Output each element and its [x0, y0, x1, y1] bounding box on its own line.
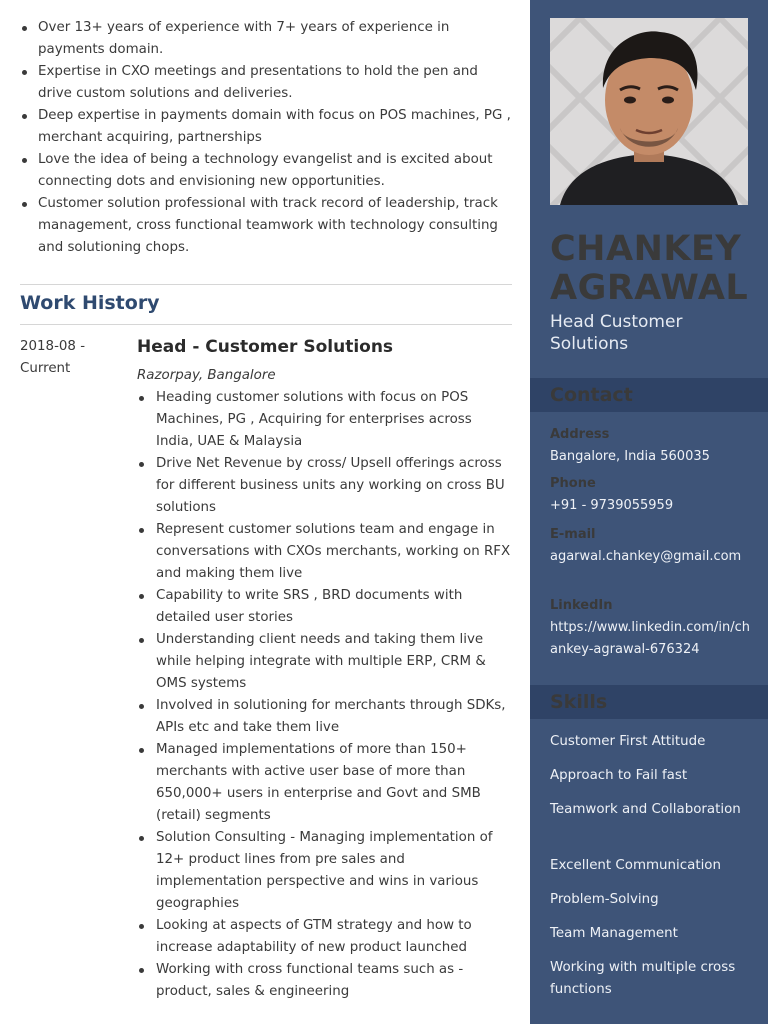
portrait-image: [550, 18, 748, 205]
profile-photo: [550, 18, 748, 205]
job-bullet: Understanding client needs and taking them live while helping integrate with multiple ERP, CRM & OMS systems: [137, 629, 512, 695]
job-bullet: Solution Consulting - Managing implementation of 12+ product lines from pre sales and implementation perspective and wins in various geographies: [137, 827, 512, 915]
summary-list: [20, 17, 512, 259]
skill-item: Teamwork and Collaboration: [550, 802, 741, 817]
job-bullet: Involved in solutioning for merchants through SDKs, APIs etc and take them live: [137, 695, 512, 739]
email-label: E-mail: [550, 527, 596, 542]
skills-heading: Skills: [550, 691, 608, 713]
first-name: CHANKEY: [550, 229, 742, 269]
skills-header: [530, 685, 768, 719]
divider: [20, 284, 512, 285]
summary-item: Expertise in CXO meetings and presentations to hold the pen and drive custom solutions and deliveries.: [20, 61, 512, 105]
linkedin-link[interactable]: https://www.linkedin.com/in/chankey-agrawal-676324: [550, 620, 750, 657]
job-title: Head - Customer Solutions: [137, 337, 394, 357]
skill-item: Customer First Attitude: [550, 734, 706, 749]
job-bullet: Managed implementations of more than 150+ merchants with active user base of more than 650,000+ users in enterprise and Govt and SMB (retail) segments: [137, 739, 512, 827]
phone-label: Phone: [550, 476, 596, 491]
contact-header: [530, 378, 768, 412]
job-bullet: Working with cross functional teams such as - product, sales & engineering: [137, 959, 512, 1003]
summary-item: Over 13+ years of experience with 7+ years of experience in payments domain.: [20, 17, 512, 61]
divider: [20, 324, 512, 325]
job-bullet: Heading customer solutions with focus on POS Machines, PG , Acquiring for enterprises across India, UAE & Malaysia: [137, 387, 512, 453]
address-label: Address: [550, 427, 610, 442]
job-bullet: Drive Net Revenue by cross/ Upsell offerings across for different business units any working on cross BU solutions: [137, 453, 512, 519]
job-bullet-list: [137, 387, 512, 1003]
job-bullet: Capability to write SRS , BRD documents with detailed user stories: [137, 585, 512, 629]
candidate-role: Head Customer Solutions: [550, 312, 683, 354]
skill-item: Problem-Solving: [550, 892, 659, 907]
email-link[interactable]: agarwal.chankey@gmail.com: [550, 549, 742, 564]
summary-item: Customer solution professional with track record of leadership, track management, cross functional teamwork with technology consulting and solutioning chops.: [20, 193, 512, 259]
summary-item: Love the idea of being a technology evangelist and is excited about connecting dots and envisioning new opportunities.: [20, 149, 512, 193]
linkedin-label: LinkedIn: [550, 598, 613, 613]
skill-item: Excellent Communication: [550, 858, 721, 873]
skill-item: Team Management: [550, 926, 678, 941]
skill-item: Approach to Fail fast: [550, 768, 688, 783]
job-date: 2018-08 - Current: [20, 339, 86, 376]
job-bullet: Looking at aspects of GTM strategy and how to increase adaptability of new product launched: [137, 915, 512, 959]
last-name: AGRAWAL: [550, 268, 749, 308]
summary-item: Deep expertise in payments domain with focus on POS machines, PG , merchant acquiring, partnerships: [20, 105, 512, 149]
contact-heading: Contact: [550, 384, 633, 406]
address-value: Bangalore, India 560035: [550, 449, 710, 464]
work-history-heading: Work History: [20, 292, 160, 314]
skill-item: Working with multiple cross functions: [550, 960, 736, 997]
candidate-name: [550, 230, 748, 308]
job-bullet: Represent customer solutions team and engage in conversations with CXOs merchants, working on RFX and making them live: [137, 519, 512, 585]
job-company: Razorpay, Bangalore: [137, 368, 276, 383]
phone-value: +91 - 9739055959: [550, 498, 674, 513]
